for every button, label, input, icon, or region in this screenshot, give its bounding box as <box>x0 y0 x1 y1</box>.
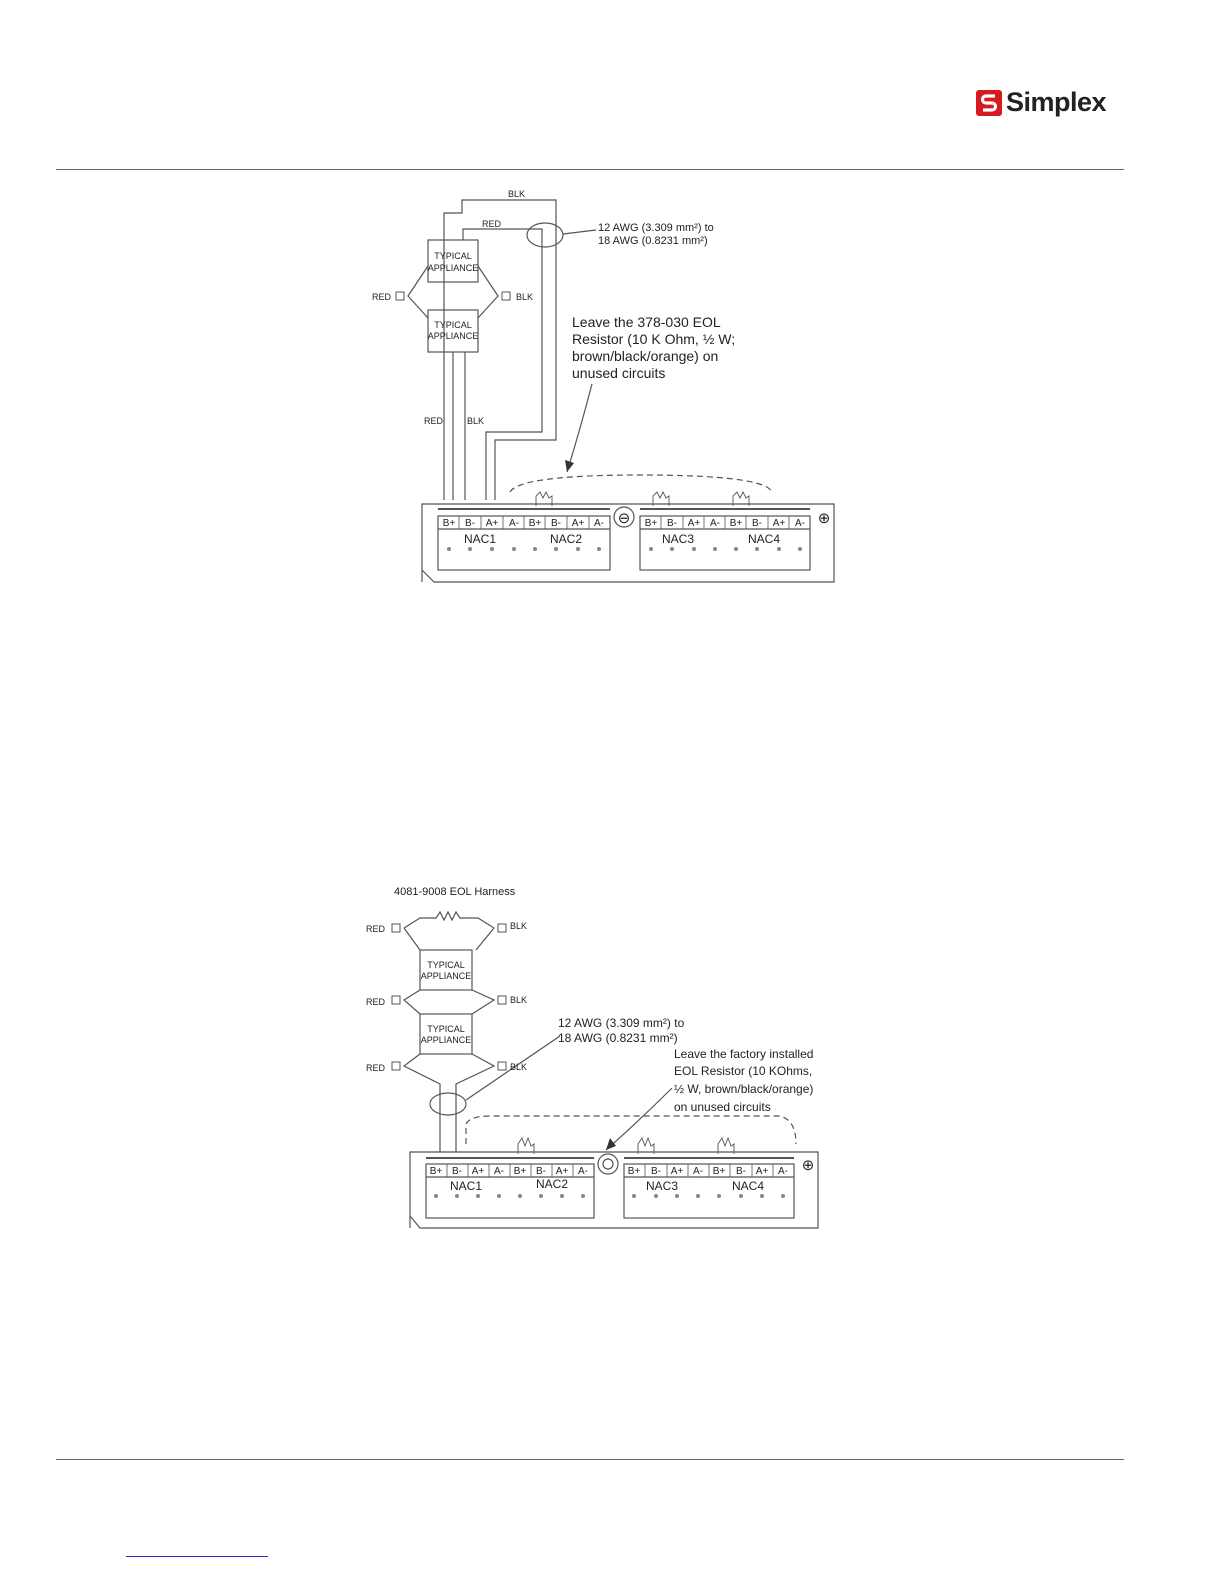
terminal-label: A- <box>710 518 720 529</box>
nac-label: NAC1 <box>450 1179 483 1193</box>
terminal-label: B- <box>452 1166 462 1177</box>
nac-label: NAC3 <box>646 1179 679 1193</box>
nac-label: NAC2 <box>550 532 583 546</box>
appliance-1-line1: TYPICAL <box>434 251 472 261</box>
nac-label: NAC1 <box>464 532 497 546</box>
terminal-label: B- <box>551 518 561 529</box>
terminal-label: B+ <box>442 518 456 529</box>
terminal-label: B+ <box>712 1166 726 1177</box>
terminal-label: A- <box>594 518 604 529</box>
plus-terminal-icon: ⊕ <box>801 1157 815 1174</box>
eol-note-line3: brown/black/orange) on <box>572 348 719 364</box>
side-label-blk: BLK <box>510 1062 528 1072</box>
wire-label-red-top: RED <box>482 219 502 229</box>
terminal-label: B- <box>736 1166 746 1177</box>
terminal-label: B+ <box>644 518 658 529</box>
eol-note-line2: EOL Resistor (10 KOhms, <box>674 1064 813 1078</box>
terminal-label: A- <box>509 518 519 529</box>
terminal-label: A+ <box>755 1166 769 1177</box>
side-label-red: RED <box>366 924 386 934</box>
gauge-note-line1: 12 AWG (3.309 mm²) to <box>598 222 714 234</box>
terminal-label: A+ <box>670 1166 684 1177</box>
side-label-red: RED <box>366 1063 386 1073</box>
eol-note-line1: Leave the factory installed <box>674 1047 814 1061</box>
terminal-label: B- <box>651 1166 661 1177</box>
brand-name: Simplex <box>1006 87 1107 117</box>
terminal-label: A+ <box>687 518 701 529</box>
nac-label: NAC4 <box>732 1179 765 1193</box>
wire-label-blk-top: BLK <box>508 189 526 199</box>
appliance-2-line1: TYPICAL <box>434 320 472 330</box>
minus-terminal-icon: ⊖ <box>617 510 631 527</box>
side-label-red: RED <box>366 997 386 1007</box>
wire-label-red-bottom: RED <box>424 416 444 426</box>
appliance-1-line1: TYPICAL <box>427 960 465 970</box>
terminal-label: B- <box>667 518 677 529</box>
gauge-note-line2: 18 AWG (0.8231 mm²) <box>598 235 708 247</box>
plus-terminal-icon: ⊕ <box>817 510 831 527</box>
appliance-1-line2: APPLIANCE <box>420 971 472 981</box>
side-label-red: RED <box>372 292 392 302</box>
appliance-2-line2: APPLIANCE <box>427 331 479 341</box>
nac-label: NAC4 <box>748 532 781 546</box>
terminal-label: A- <box>795 518 805 529</box>
appliance-1-line2: APPLIANCE <box>427 263 479 273</box>
terminal-label: A- <box>778 1166 788 1177</box>
terminal-label: A- <box>494 1166 504 1177</box>
terminal-label: B+ <box>528 518 542 529</box>
terminal-label: A- <box>578 1166 588 1177</box>
appliance-2-line2: APPLIANCE <box>420 1035 472 1045</box>
terminal-label: A+ <box>772 518 786 529</box>
harness-label: 4081-9008 EOL Harness <box>394 886 516 898</box>
side-label-blk: BLK <box>510 921 528 931</box>
eol-note-line4: unused circuits <box>572 365 666 381</box>
terminal-label: B+ <box>429 1166 443 1177</box>
eol-note-line1: Leave the 378-030 EOL <box>572 314 721 330</box>
eol-note-line4: on unused circuits <box>674 1100 771 1114</box>
terminal-label: A+ <box>555 1166 569 1177</box>
gauge-note-line1: 12 AWG (3.309 mm²) to <box>558 1016 685 1030</box>
nac-label: NAC2 <box>536 1177 569 1191</box>
terminal-label: B+ <box>513 1166 527 1177</box>
gauge-note-line2: 18 AWG (0.8231 mm²) <box>558 1031 678 1045</box>
terminal-label: B- <box>536 1166 546 1177</box>
terminal-label: B+ <box>729 518 743 529</box>
terminal-label: A+ <box>571 518 585 529</box>
eol-note-line2: Resistor (10 K Ohm, ½ W; <box>572 331 736 347</box>
side-label-blk: BLK <box>516 292 534 302</box>
terminal-label: A+ <box>485 518 499 529</box>
nac-label: NAC3 <box>662 532 695 546</box>
terminal-label: B- <box>752 518 762 529</box>
wire-label-blk-bottom: BLK <box>467 416 485 426</box>
terminal-label: B+ <box>627 1166 641 1177</box>
terminal-label: A+ <box>471 1166 485 1177</box>
side-label-blk: BLK <box>510 995 528 1005</box>
terminal-label: B- <box>465 518 475 529</box>
appliance-2-line1: TYPICAL <box>427 1024 465 1034</box>
eol-note-line3: ½ W, brown/black/orange) <box>674 1082 814 1096</box>
terminal-label: A- <box>693 1166 703 1177</box>
